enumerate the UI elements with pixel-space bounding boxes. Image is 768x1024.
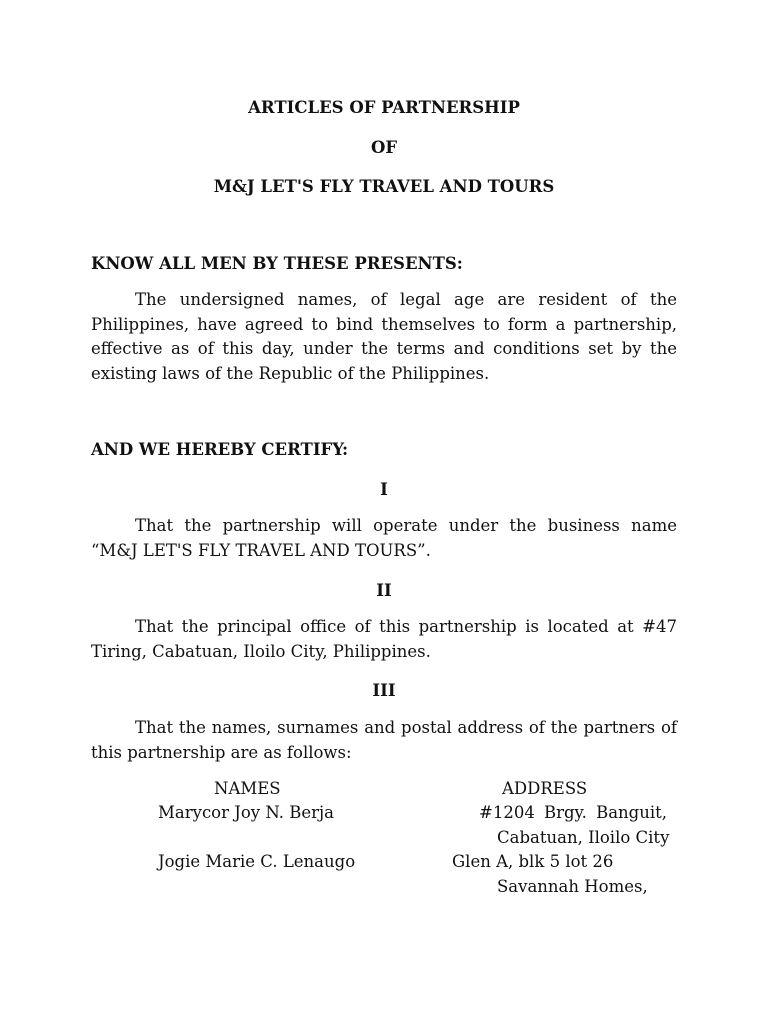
article-paragraph: That the names, surnames and postal address of the partners of this partnership are as follows:	[91, 718, 677, 762]
preamble-heading: KNOW ALL MEN BY THESE PRESENTS:	[91, 254, 463, 273]
article-numeral: III	[372, 681, 396, 700]
article-numeral: II	[376, 581, 392, 600]
article-paragraph: That the partnership will operate under the business name “M&J LET'S FLY TRAVEL AND TOURS”.	[91, 516, 677, 560]
partner-address-line: #1204 Brgy. Banguit,	[479, 803, 667, 822]
certify-heading: AND WE HEREBY CERTIFY:	[91, 440, 349, 459]
names-column-header: NAMES	[214, 779, 281, 798]
business-name-title: M&J LET'S FLY TRAVEL AND TOURS	[213, 177, 555, 196]
partner-name: Jogie Marie C. Lenaugo	[158, 852, 356, 871]
partner-name: Marycor Joy N. Berja	[158, 803, 334, 822]
article-paragraph: That the principal office of this partnership is located at #47 Tiring, Cabatuan, Iloilo City, Philippines.	[91, 617, 677, 661]
address-column-header: ADDRESS	[502, 779, 588, 798]
partner-address-line: Glen A, blk 5 lot 26	[452, 852, 614, 871]
partner-address-line: Cabatuan, Iloilo City	[497, 828, 670, 847]
article-numeral: I	[380, 480, 388, 499]
title-of: OF	[370, 138, 398, 157]
document-title: ARTICLES OF PARTNERSHIP	[248, 98, 520, 117]
partner-address-line: Savannah Homes,	[497, 877, 648, 896]
preamble-paragraph: The undersigned names, of legal age are resident of the Philippines, have agreed to bind themselves to form a partnership, effective as of this day, under the terms and conditions set by the existing laws of the Republic of the Philippines.	[91, 290, 677, 383]
